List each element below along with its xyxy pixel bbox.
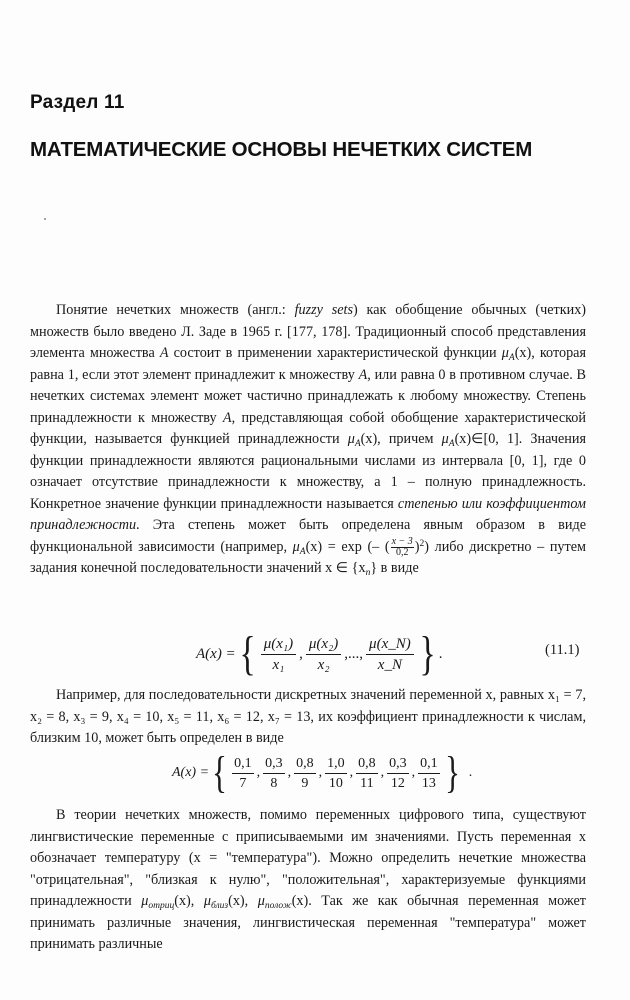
text: (x) = exp (– ( bbox=[305, 538, 390, 555]
text: Например, для последовательности дискретных значений переменной x, равных x₁ = 7, x₂ = 8, x₃ = 9, x₄ = 10, x₅ = 11, x₆ = 12, x₇ = 13, их коэффициент принадлежности к числам, близким 10, может быть определен в виде bbox=[30, 687, 586, 746]
paragraph-intro bbox=[30, 300, 586, 580]
subscript: близ bbox=[210, 901, 229, 911]
var-a: A bbox=[159, 345, 169, 361]
ellipsis: ,..., bbox=[344, 645, 364, 662]
text: . Эта степень может быть определена явным образом в виде функциональной зависимости (например, bbox=[30, 517, 586, 555]
fraction-denominator: 0,2 bbox=[395, 546, 409, 558]
comma: , bbox=[299, 645, 303, 662]
text: , представляющая собой обобщение характеристической функции, называется функцией принадлежности bbox=[30, 409, 586, 447]
fraction-denominator: x₂ bbox=[317, 656, 330, 673]
period: . bbox=[438, 645, 443, 662]
superscript: 2 bbox=[419, 538, 425, 549]
fraction-denominator: 9 bbox=[301, 775, 309, 791]
fraction-numerator: 0,8 bbox=[294, 754, 316, 774]
mu-symbol: μ bbox=[501, 345, 509, 361]
fraction-numerator: μ(x_N) bbox=[366, 634, 414, 655]
paragraph-example bbox=[30, 685, 586, 750]
left-brace: { bbox=[212, 748, 228, 797]
term-fuzzy-sets: fuzzy sets bbox=[294, 302, 354, 318]
text: ) bbox=[414, 538, 420, 555]
right-brace: } bbox=[444, 748, 460, 797]
fraction-denominator: 7 bbox=[239, 775, 247, 791]
equation-number: (11.1) bbox=[545, 642, 580, 658]
section-label: Раздел 11 bbox=[30, 92, 125, 113]
fraction-numerator: 0,1 bbox=[418, 754, 440, 774]
var-a: A bbox=[222, 409, 232, 426]
fraction-numerator: x − 3 bbox=[391, 535, 413, 547]
term-membership-degree: степенью или коэффициентом принадлежности bbox=[30, 495, 586, 533]
fraction-denominator: 10 bbox=[328, 775, 343, 791]
formula-lhs: A(x) = bbox=[172, 765, 210, 780]
fraction bbox=[356, 754, 378, 793]
text: (x), причем bbox=[360, 431, 442, 447]
subscript: A bbox=[508, 353, 515, 363]
period: . bbox=[468, 765, 473, 780]
formula-11-1 bbox=[196, 626, 443, 682]
fraction-denominator: 11 bbox=[360, 775, 374, 791]
paragraph-linguistic bbox=[30, 805, 586, 956]
fraction bbox=[263, 754, 285, 793]
comma: , bbox=[411, 765, 416, 780]
mu-symbol: μ bbox=[141, 893, 149, 909]
comma: , bbox=[318, 765, 323, 780]
mu-symbol: μ bbox=[441, 431, 449, 447]
fraction-denominator: 8 bbox=[270, 775, 278, 791]
fraction-numerator: 0,3 bbox=[387, 754, 409, 774]
mu-symbol: μ bbox=[203, 893, 211, 909]
text: } в виде bbox=[370, 560, 419, 576]
chapter-title: МАТЕМАТИЧЕСКИЕ ОСНОВЫ НЕЧЕТКИХ СИСТЕМ bbox=[30, 138, 533, 161]
fraction-numerator: μ(x₂) bbox=[306, 634, 341, 655]
text: ) либо дискретно – путем задания конечной последовательности значений x ∈ {x bbox=[30, 538, 586, 576]
comma: , bbox=[349, 765, 354, 780]
fraction bbox=[294, 754, 316, 793]
text: (x). Так же как обычная переменная может принимать различные значения, лингвистическая переменная "температура" может принимать различные bbox=[30, 893, 586, 952]
text: (x)∈[0, 1]. Значения функции принадлежности являются рациональными числами из интервала [0, 1], где 0 означает отсутствие принадлежности к множеству, а 1 – полную принадлежность. Конкретное значение функции принадлежности называется bbox=[30, 431, 586, 512]
mu-symbol: μ bbox=[257, 893, 265, 909]
subscript: n bbox=[365, 568, 371, 578]
subscript: A bbox=[448, 439, 455, 449]
mu-symbol: μ bbox=[292, 538, 300, 555]
fraction bbox=[418, 754, 440, 793]
comma: , bbox=[287, 765, 292, 780]
subscript: A bbox=[354, 439, 361, 449]
fraction bbox=[232, 754, 254, 793]
right-brace: } bbox=[419, 627, 436, 680]
text: состоит в применении характеристической функции bbox=[168, 345, 502, 361]
text: (x), которая равна 1, если этот элемент принадлежит к множеству bbox=[30, 345, 586, 383]
text: Понятие нечетких множеств (англ.: bbox=[56, 302, 295, 318]
left-brace: { bbox=[239, 627, 256, 680]
mu-symbol: μ bbox=[347, 431, 355, 447]
fraction-denominator: x_N bbox=[377, 656, 402, 673]
text: В теории нечетких множеств, помимо переменных цифрового типа, существуют лингвистические переменные с приписываемыми им значениями. Пусть переменная x обозначает температуру (x = "температура"). Можно определить нечеткие множества "отрицательная", "близкая к нулю", "положительная", характеризуемые функциями принадлежности bbox=[30, 807, 586, 909]
fraction-numerator: 0,8 bbox=[356, 754, 378, 774]
text: (x), bbox=[174, 893, 204, 909]
inline-fraction bbox=[391, 537, 414, 558]
text: (x), bbox=[228, 893, 258, 909]
fraction-denominator: 13 bbox=[421, 775, 436, 791]
formula-example bbox=[172, 748, 472, 798]
subscript: полож bbox=[264, 901, 292, 911]
fraction-numerator: μ(x₁) bbox=[261, 634, 296, 655]
comma: , bbox=[380, 765, 385, 780]
scan-speck bbox=[44, 218, 46, 220]
fraction-denominator: 12 bbox=[390, 775, 405, 791]
fraction bbox=[366, 634, 414, 675]
subscript: A bbox=[299, 546, 306, 557]
comma: , bbox=[256, 765, 261, 780]
fraction-denominator: x₁ bbox=[272, 656, 285, 673]
fraction-numerator: 1,0 bbox=[325, 754, 347, 774]
fraction-numerator: 0,3 bbox=[263, 754, 285, 774]
fraction-numerator: 0,1 bbox=[232, 754, 254, 774]
fraction bbox=[261, 634, 296, 675]
text: , или равна 0 в противном случае. В нечетких системах элемент может частично принадлежать к любому множеству. Степень принадлежности к множеству bbox=[30, 366, 586, 426]
fraction bbox=[306, 634, 341, 675]
var-a: A bbox=[358, 366, 368, 383]
subscript: отриц bbox=[148, 901, 175, 911]
fraction bbox=[325, 754, 347, 793]
fraction bbox=[387, 754, 409, 793]
formula-lhs: A(x) = bbox=[196, 645, 236, 662]
text: ) как обобщение обычных (четких) множеств было введено Л. Заде в 1965 г. [177, 178]. Традиционный способ представления элемента множества bbox=[30, 302, 587, 361]
